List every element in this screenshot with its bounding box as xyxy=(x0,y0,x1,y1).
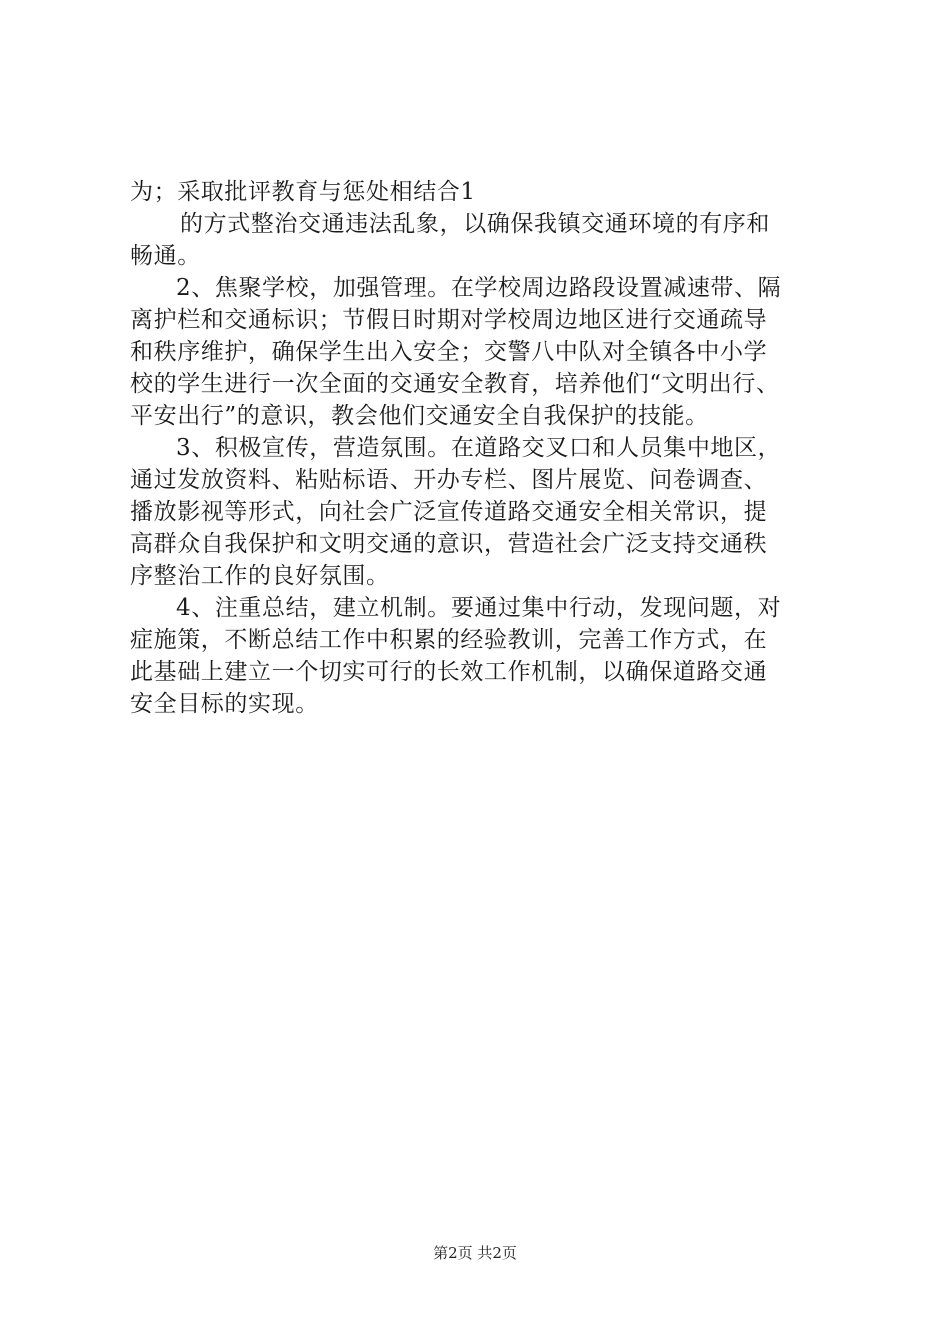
text-line: 平安出行”的意识，教会他们交通安全自我保护的技能。 xyxy=(130,403,709,429)
text-line: 症施策，不断总结工作中积累的经验教训，完善工作方式，在 xyxy=(130,627,768,653)
text-line: 为；采取批评教育与惩处相结合1 xyxy=(130,179,476,205)
text-line: 序整治工作的良好氛围。 xyxy=(130,563,390,589)
text-line: 此基础上建立一个切实可行的长效工作机制，以确保道路交通 xyxy=(130,659,768,685)
text-line: 校的学生进行一次全面的交通安全教育，培养他们“文明出行、 xyxy=(130,371,780,397)
text-line: 安全目标的实现。 xyxy=(130,691,319,717)
text-line: 的方式整治交通违法乱象，以确保我镇交通环境的有序和 xyxy=(180,211,770,237)
text-line: 畅通。 xyxy=(130,243,201,269)
page-number-footer: 第2页 共2页 xyxy=(433,1244,517,1262)
text-line: 播放影视等形式，向社会广泛宣传道路交通安全相关常识，提 xyxy=(130,499,768,525)
text-line: 4、注重总结，建立机制。要通过集中行动，发现问题，对 xyxy=(176,595,782,621)
text-line: 高群众自我保护和文明交通的意识，营造社会广泛支持交通秩 xyxy=(130,531,768,557)
text-line: 通过发放资料、粘贴标语、开办专栏、图片展览、问卷调查、 xyxy=(130,467,768,493)
text-line: 离护栏和交通标识；节假日时期对学校周边地区进行交通疏导 xyxy=(130,307,768,333)
text-line: 和秩序维护，确保学生出入安全；交警八中队对全镇各中小学 xyxy=(130,339,768,365)
text-line: 3、积极宣传，营造氛围。在道路交叉口和人员集中地区， xyxy=(176,435,782,461)
text-line: 2、焦聚学校，加强管理。在学校周边路段设置减速带、隔 xyxy=(176,275,782,301)
